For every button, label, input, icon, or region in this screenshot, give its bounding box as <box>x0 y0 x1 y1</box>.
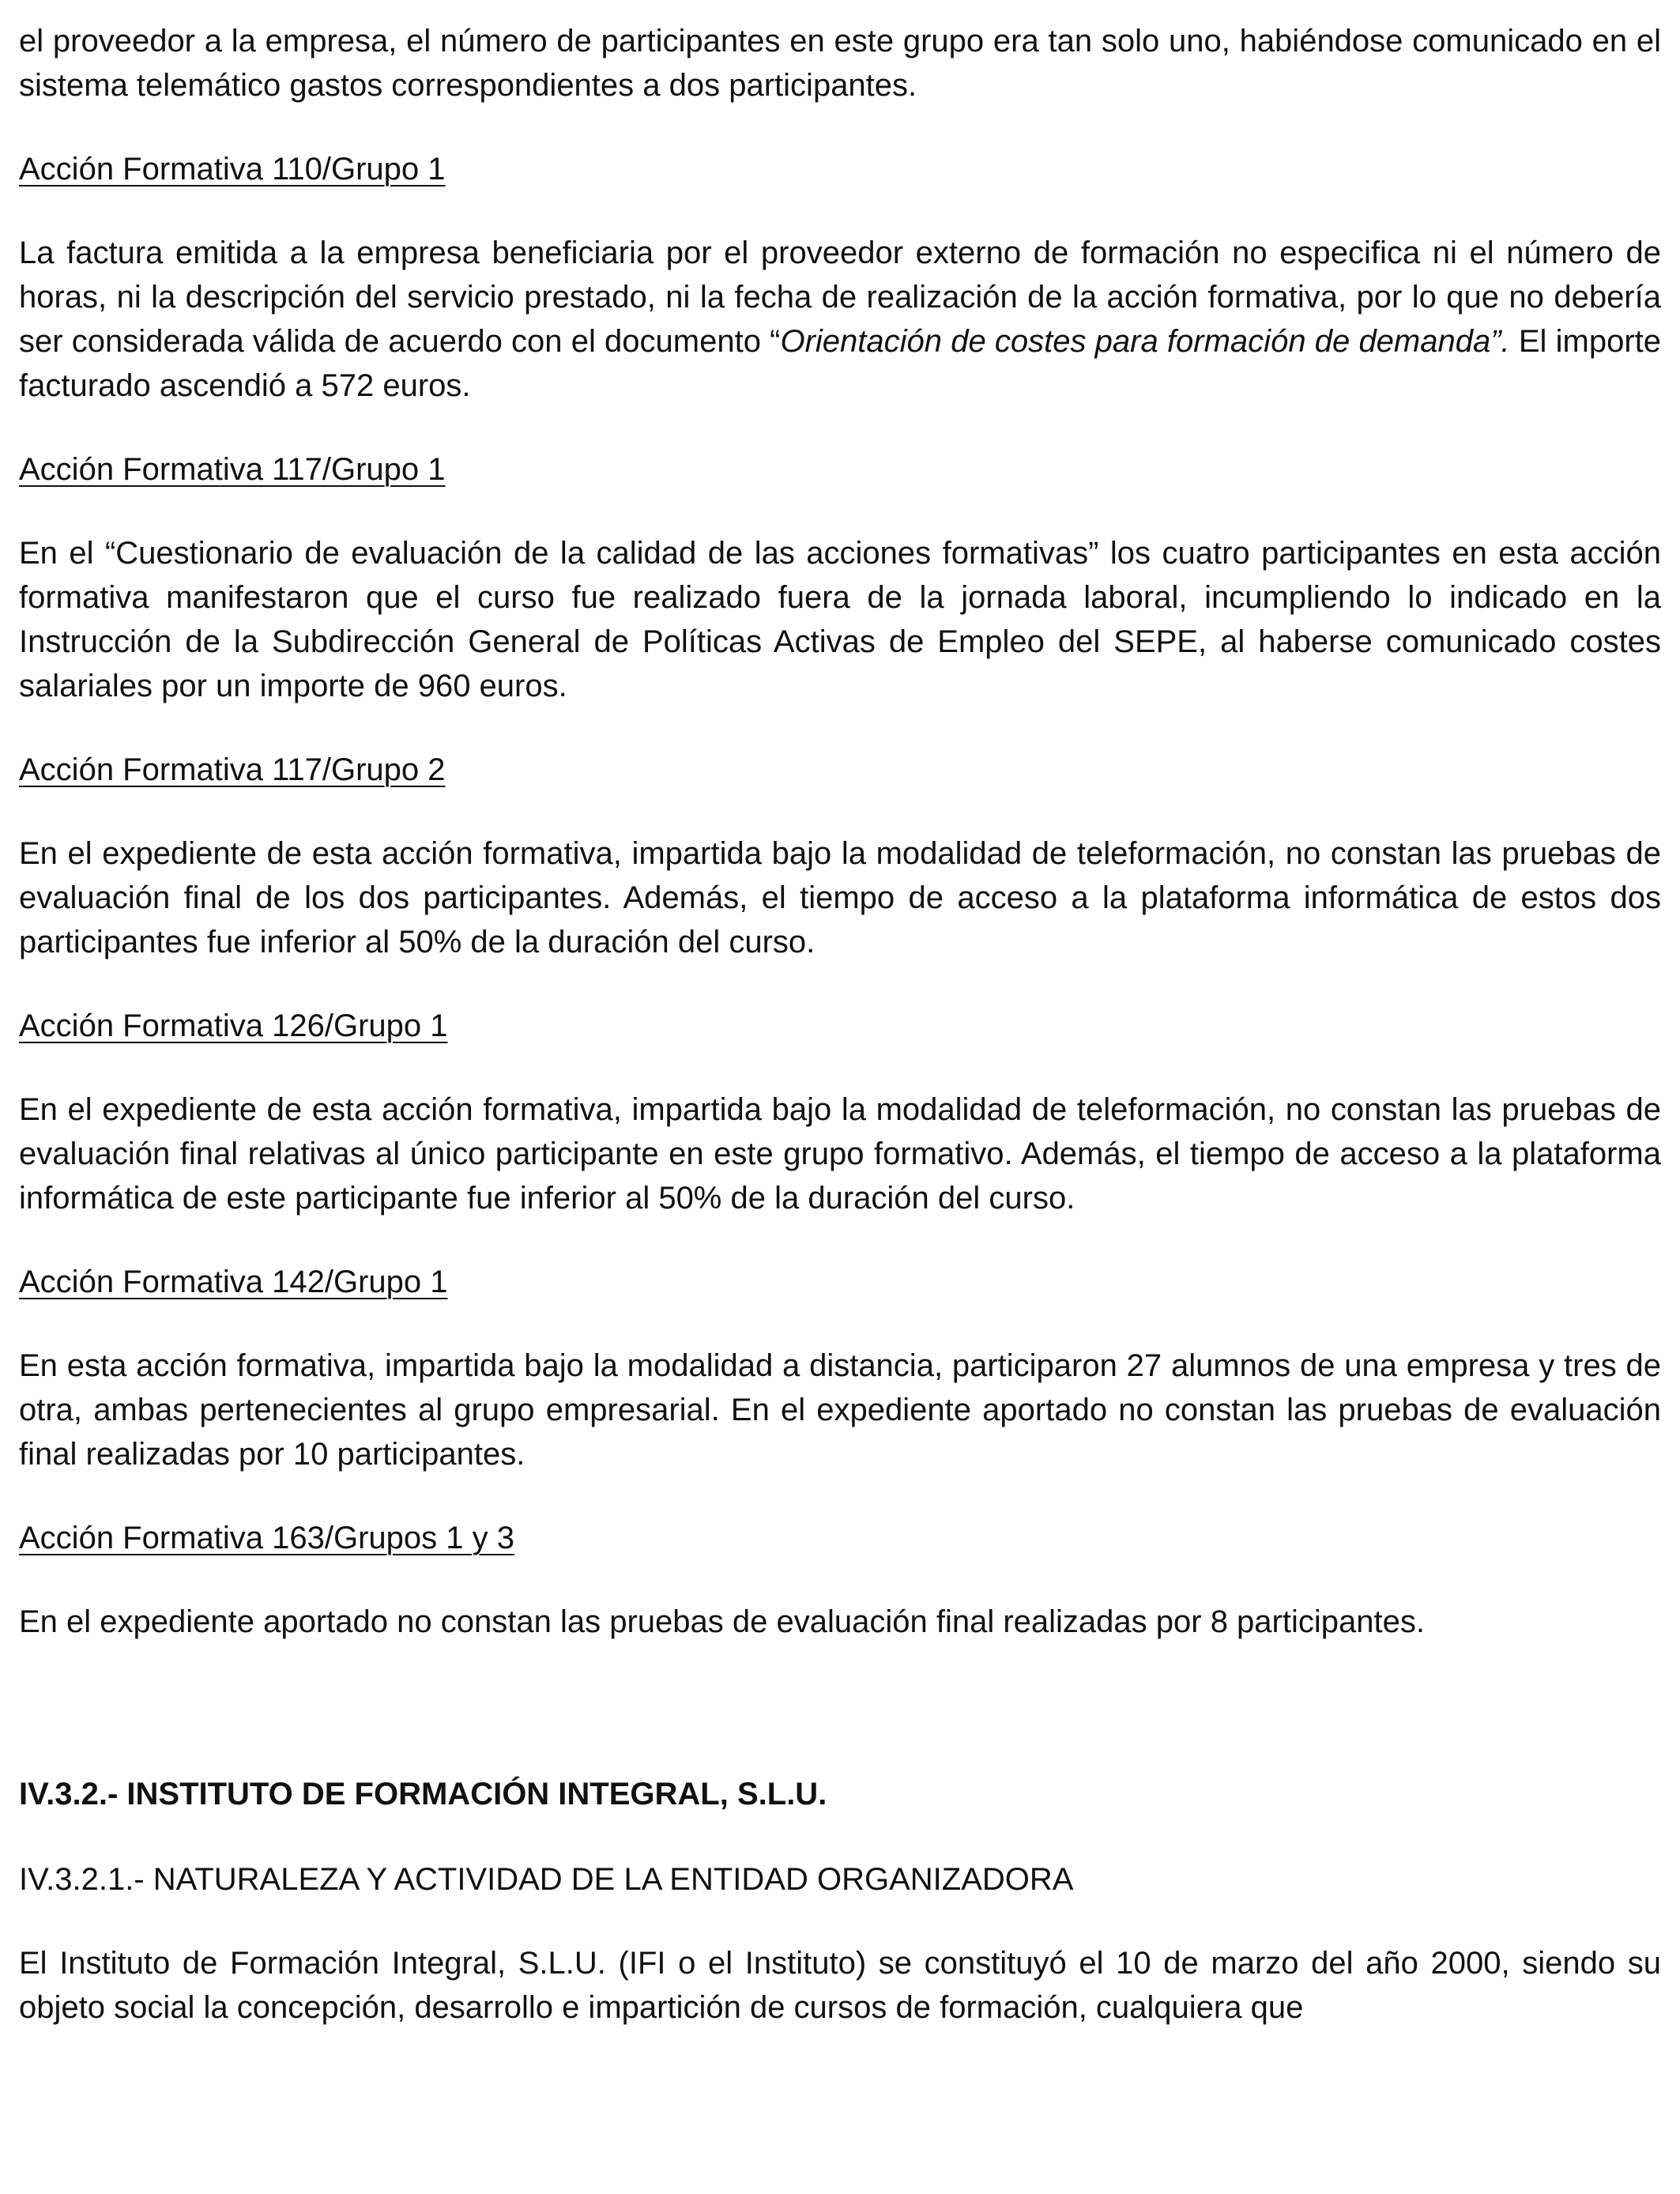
section-title: IV.3.2.- INSTITUTO DE FORMACIÓN INTEGRAL, S.L.U. <box>19 1777 827 1811</box>
paragraph-continuation: el proveedor a la empresa, el número de participantes en este grupo era tan solo uno, habiéndose comunicado en el sistema telemático gastos correspondientes a dos participantes. <box>19 24 1661 103</box>
heading-accion-117-1-text: Acción Formativa 117/Grupo 1 <box>19 452 446 487</box>
heading-accion-126 <box>19 1004 1661 1048</box>
heading-accion-117-1 <box>19 447 1661 492</box>
heading-accion-142 <box>19 1260 1661 1304</box>
paragraph-accion-142: En esta acción formativa, impartida bajo la modalidad a distancia, participaron 27 alumnos de una empresa y tres de otra, ambas pertenecientes al grupo empresarial. En el expediente aportado no constan las pruebas de evaluación final realizadas por 10 participantes. <box>19 1348 1661 1472</box>
paragraph-accion-163: En el expediente aportado no constan las pruebas de evaluación final realizadas por 8 participantes. <box>19 1604 1425 1639</box>
heading-accion-126-text: Acción Formativa 126/Grupo 1 <box>19 1008 448 1043</box>
paragraph-ifi: El Instituto de Formación Integral, S.L.U. (IFI o el Instituto) se constituyó el 10 de marzo del año 2000, siendo su objeto social la concepción, desarrollo e impartición de cursos de formación, cualquiera que <box>19 1946 1661 2025</box>
paragraph-accion-110-part2: El importe facturado ascendió a 572 euros. <box>19 324 1662 403</box>
heading-accion-163-text: Acción Formativa 163/Grupos 1 y 3 <box>19 1521 514 1555</box>
paragraph-accion-117-2: En el expediente de esta acción formativa, impartida bajo la modalidad de teleformación, no constan las pruebas de evaluación final de los dos participantes. Además, el tiempo de acceso a la plataforma informática de estos dos participantes fue inferior al 50% de la duración del curso. <box>19 836 1661 959</box>
paragraph-accion-110 <box>19 231 1661 408</box>
subsection-title: IV.3.2.1.- NATURALEZA Y ACTIVIDAD DE LA ENTIDAD ORGANIZADORA <box>19 1862 1074 1897</box>
heading-accion-110 <box>19 147 1661 191</box>
paragraph-accion-110-part1: La factura emitida a la empresa beneficiaria por el proveedor externo de formación no especifica ni el número de horas, ni la descripción del servicio prestado, ni la fecha de realización de la acción formativa, por lo que no debería ser considerada válida de acuerdo con el documento “ <box>19 236 1661 359</box>
paragraph-accion-110-italic: Orientación de costes para formación de demanda”. <box>780 324 1510 359</box>
heading-accion-110-text: Acción Formativa 110/Grupo 1 <box>19 152 446 187</box>
heading-accion-117-2-text: Acción Formativa 117/Grupo 2 <box>19 752 446 787</box>
heading-accion-117-2 <box>19 748 1661 792</box>
heading-accion-142-text: Acción Formativa 142/Grupo 1 <box>19 1265 448 1299</box>
heading-accion-163 <box>19 1516 1661 1560</box>
paragraph-accion-126: En el expediente de esta acción formativa, impartida bajo la modalidad de teleformación, no constan las pruebas de evaluación final relativas al único participante en este grupo formativo. Además, el tiempo de acceso a la plataforma informática de este participante fue inferior al 50% de la duración del curso. <box>19 1092 1661 1216</box>
paragraph-accion-117-1: En el “Cuestionario de evaluación de la calidad de las acciones formativas” los cuatro participantes en esta acción formativa manifestaron que el curso fue realizado fuera de la jornada laboral, incumpliendo lo indicado en la Instrucción de la Subdirección General de Políticas Activas de Empleo del SEPE, al haberse comunicado costes salariales por un importe de 960 euros. <box>19 536 1661 703</box>
